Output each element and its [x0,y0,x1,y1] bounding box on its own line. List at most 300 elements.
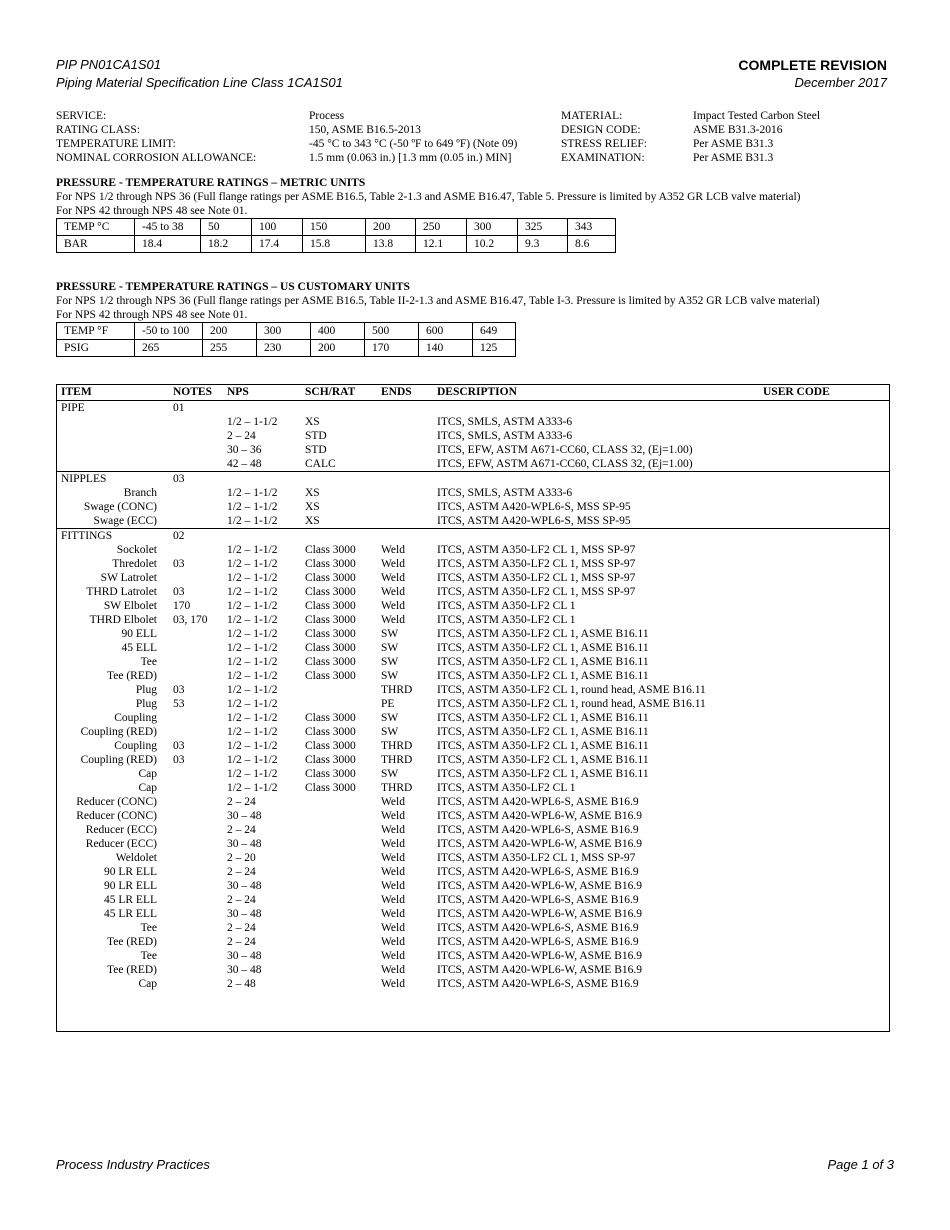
us-ratings-section [56,280,846,357]
row-item: Reducer (ECC) [85,824,157,836]
table-row [57,500,889,514]
rating-cell: 400 [311,323,365,340]
row-ends: THRD [381,740,413,752]
table-row [57,935,889,949]
footer-right: Page 1 of 3 [827,1157,894,1172]
row-notes [161,443,227,457]
row-sch: Class 3000 [305,712,356,724]
metric-ratings-table [56,218,616,253]
row-ends: SW [381,712,399,724]
table-row [57,429,889,443]
row-nps: 1/2 – 1-1/2 [227,586,278,598]
header-left [56,56,343,92]
row-desc: ITCS, ASTM A420-WPL6-S, ASME B16.9 [437,894,639,906]
table-row [57,514,889,528]
rating-cell: 100 [252,219,303,236]
row-nps: 42 – 48 [227,458,262,470]
row-nps: 30 – 48 [227,880,262,892]
row-desc: ITCS, ASTM A350-LF2 CL 1, MSS SP-97 [437,586,636,598]
info-value: ASME B31.3-2016 [693,124,783,136]
table-row [57,557,889,571]
row-user-code [763,725,889,739]
row-item: Tee [140,922,157,934]
row-item: Weldolet [115,852,157,864]
row-nps: 30 – 48 [227,908,262,920]
row-user-code [763,697,889,711]
row-user-code [763,935,889,949]
row-notes [161,641,227,655]
table-row [57,486,889,500]
items-table [56,384,890,1032]
row-user-code [763,543,889,557]
row-item: 45 ELL [121,642,157,654]
item-group-nipples [57,472,889,529]
row-nps: 2 – 24 [227,936,256,948]
row-sch: XS [305,515,320,527]
info-label: EXAMINATION: [561,152,645,164]
row-sch: STD [305,444,327,456]
row-item: Coupling (RED) [80,754,157,766]
table-row [57,963,889,977]
row-item: Tee [140,950,157,962]
us-note-1: For NPS 1/2 through NPS 36 (Full flange ratings per ASME B16.5, Table II-2-1.3 and ASME B16.47, Table I-3. Pressure is limited by A352 GR LCB valve material) [56,295,820,307]
group-name: NIPPLES [61,473,107,485]
row-desc: ITCS, ASTM A350-LF2 CL 1, ASME B16.11 [437,642,649,654]
rating-cell: 200 [311,340,365,357]
table-row [57,457,889,471]
row-ends: SW [381,670,399,682]
rating-cell: 150 [303,219,366,236]
row-item: Tee (RED) [107,670,157,682]
info-label: DESIGN CODE: [561,124,641,136]
row-item: Plug [135,698,157,710]
row-user-code [763,571,889,585]
col-desc-header: DESCRIPTION [437,386,517,398]
row-desc: ITCS, ASTM A350-LF2 CL 1, ASME B16.11 [437,726,649,738]
row-sch [305,683,381,697]
row-ends: SW [381,768,399,780]
row-notes [161,781,227,795]
row-ends: Weld [381,880,405,892]
row-item: Tee (RED) [107,936,157,948]
rating-cell: BAR [57,236,135,253]
row-ends: Weld [381,558,405,570]
row-desc: ITCS, ASTM A350-LF2 CL 1, ASME B16.11 [437,740,649,752]
row-desc: ITCS, ASTM A420-WPL6-W, ASME B16.9 [437,908,643,920]
row-item: Cap [138,782,157,794]
row-item: Cap [138,978,157,990]
row-nps: 1/2 – 1-1/2 [227,782,278,794]
row-user-code [763,683,889,697]
row-sch: Class 3000 [305,670,356,682]
row-nps: 30 – 48 [227,950,262,962]
row-sch: Class 3000 [305,740,356,752]
row-nps: 30 – 48 [227,810,262,822]
rating-cell: 300 [467,219,518,236]
rating-cell: 600 [419,323,473,340]
row-desc: ITCS, ASTM A350-LF2 CL 1, ASME B16.11 [437,768,649,780]
rating-cell: -45 to 38 [135,219,201,236]
row-sch [305,879,381,893]
revision-label: COMPLETE REVISION [738,57,887,73]
row-notes [161,429,227,443]
row-nps: 30 – 36 [227,444,262,456]
row-desc: ITCS, ASTM A350-LF2 CL 1, ASME B16.11 [437,670,649,682]
row-ends: SW [381,656,399,668]
group-name: FITTINGS [61,530,113,542]
row-ends: Weld [381,866,405,878]
rating-cell: 9.3 [518,236,568,253]
table-row [57,443,889,457]
row-user-code [763,669,889,683]
row-notes [161,486,227,500]
rating-cell: 250 [416,219,467,236]
table-row [57,627,889,641]
row-notes [161,921,227,935]
row-notes [161,893,227,907]
table-row [57,753,889,767]
row-ends: Weld [381,544,405,556]
row-notes: 03 [173,684,185,696]
row-nps: 1/2 – 1-1/2 [227,698,278,710]
row-item: 90 ELL [121,628,157,640]
table-row [57,893,889,907]
row-notes [161,415,227,429]
group-name: PIPE [61,402,85,414]
row-notes [161,514,227,528]
row-item: Swage (ECC) [93,515,157,527]
table-row [57,823,889,837]
revision-date: December 2017 [794,75,887,90]
row-item: Thredolet [112,558,157,570]
row-nps: 2 – 24 [227,922,256,934]
row-user-code [763,627,889,641]
row-desc: ITCS, ASTM A420-WPL6-S, ASME B16.9 [437,978,639,990]
col-sch-header: SCH/RAT [305,386,356,398]
row-sch: STD [305,430,327,442]
row-notes: 03 [173,754,185,766]
row-sch [305,963,381,977]
row-ends: Weld [381,852,405,864]
rating-cell: 50 [201,219,252,236]
table-row [57,921,889,935]
rating-cell: 255 [203,340,257,357]
row-user-code [763,599,889,613]
row-sch: XS [305,487,320,499]
us-ratings-table [56,322,516,357]
row-nps: 1/2 – 1-1/2 [227,572,278,584]
row-nps: 1/2 – 1-1/2 [227,656,278,668]
table-row [57,543,889,557]
table-row [57,599,889,613]
table-row [57,739,889,753]
row-nps: 2 – 24 [227,430,256,442]
row-notes [161,865,227,879]
row-item: Reducer (CONC) [76,810,157,822]
rating-cell: 125 [473,340,516,357]
row-sch: XS [305,416,320,428]
row-notes [161,627,227,641]
col-ends-header: ENDS [381,386,412,398]
table-row [57,851,889,865]
rating-cell: TEMP °C [57,219,135,236]
table-row [57,781,889,795]
row-ends: Weld [381,572,405,584]
metric-ratings-section [56,176,846,253]
table-row [57,613,889,627]
table-row [57,767,889,781]
row-user-code [763,865,889,879]
row-notes [161,500,227,514]
row-notes [161,543,227,557]
footer-left: Process Industry Practices [56,1157,210,1172]
info-value: Impact Tested Carbon Steel [693,110,821,122]
row-ends [381,514,437,528]
info-row [56,109,886,123]
item-group-pipe [57,401,889,472]
row-user-code [763,443,889,457]
row-desc: ITCS, ASTM A350-LF2 CL 1 [437,614,576,626]
row-user-code [763,655,889,669]
row-nps: 2 – 48 [227,978,256,990]
info-label: RATING CLASS: [56,124,141,136]
service-info [56,109,886,165]
metric-note-2: For NPS 42 through NPS 48 see Note 01. [56,205,248,217]
row-user-code [763,613,889,627]
row-nps: 1/2 – 1-1/2 [227,544,278,556]
row-ends [381,443,437,457]
row-item: Reducer (ECC) [85,838,157,850]
row-desc: ITCS, ASTM A350-LF2 CL 1, ASME B16.11 [437,628,649,640]
row-sch: Class 3000 [305,586,356,598]
row-ends: Weld [381,824,405,836]
row-notes [161,823,227,837]
us-note-2: For NPS 42 through NPS 48 see Note 01. [56,309,248,321]
row-user-code [763,429,889,443]
rating-cell: 265 [135,340,203,357]
table-row [57,683,889,697]
row-nps: 1/2 – 1-1/2 [227,501,278,513]
row-notes [161,725,227,739]
row-user-code [763,585,889,599]
row-item [57,457,161,471]
group-header-row [57,529,889,543]
col-item-header: ITEM [61,386,92,398]
row-notes: 03, 170 [173,614,208,626]
row-desc: ITCS, ASTM A420-WPL6-S, ASME B16.9 [437,922,639,934]
row-ends [381,486,437,500]
row-item [57,415,161,429]
rating-cell: -50 to 100 [135,323,203,340]
row-desc: ITCS, SMLS, ASTM A333-6 [437,430,573,442]
row-nps: 2 – 24 [227,824,256,836]
row-item [57,443,161,457]
row-item: Swage (CONC) [83,501,157,513]
row-nps: 2 – 20 [227,852,256,864]
row-desc: ITCS, ASTM A350-LF2 CL 1, round head, ASME B16.11 [437,698,706,710]
row-desc: ITCS, ASTM A420-WPL6-W, ASME B16.9 [437,810,643,822]
info-row [56,123,886,137]
info-label: STRESS RELIEF: [561,138,647,150]
row-nps: 1/2 – 1-1/2 [227,628,278,640]
row-ends: Weld [381,978,405,990]
info-value: 150, ASME B16.5-2013 [309,124,421,136]
row-item: SW Latrolet [100,572,157,584]
row-sch: Class 3000 [305,558,356,570]
row-notes [161,669,227,683]
rating-cell: 500 [365,323,419,340]
row-notes [161,711,227,725]
row-user-code [763,809,889,823]
info-row [56,137,886,151]
row-sch [305,697,381,711]
row-item: THRD Elbolet [89,614,157,626]
rating-cell: 17.4 [252,236,303,253]
rating-cell: 18.4 [135,236,201,253]
table-row [57,655,889,669]
row-desc: ITCS, ASTM A420-WPL6-S, MSS SP-95 [437,501,631,513]
row-ends: SW [381,628,399,640]
info-row [56,151,886,165]
row-item: Reducer (CONC) [76,796,157,808]
row-notes [161,977,227,991]
col-notes-header: NOTES [173,386,212,398]
rating-cell: TEMP °F [57,323,135,340]
info-value: -45 °C to 343 °C (-50 ºF to 649 ºF) (Note 09) [309,138,518,150]
info-value: Process [309,110,345,122]
row-nps: 1/2 – 1-1/2 [227,600,278,612]
row-sch: CALC [305,458,336,470]
row-desc: ITCS, ASTM A420-WPL6-S, ASME B16.9 [437,866,639,878]
row-ends: Weld [381,796,405,808]
row-user-code [763,711,889,725]
info-label: SERVICE: [56,110,107,122]
row-ends: PE [381,698,395,710]
info-label: MATERIAL: [561,110,623,122]
row-item: Branch [123,487,157,499]
row-nps: 1/2 – 1-1/2 [227,754,278,766]
row-ends: Weld [381,600,405,612]
row-user-code [763,921,889,935]
row-user-code [763,557,889,571]
row-user-code [763,977,889,991]
row-notes [161,935,227,949]
row-item: Coupling [114,712,157,724]
table-row [57,697,889,711]
row-user-code [763,795,889,809]
row-sch [305,935,381,949]
row-nps: 30 – 48 [227,964,262,976]
group-notes: 02 [173,530,185,542]
row-notes [161,949,227,963]
row-ends: Weld [381,964,405,976]
rating-cell: 140 [419,340,473,357]
row-sch: Class 3000 [305,600,356,612]
row-item: SW Elbolet [103,600,157,612]
table-row [57,977,889,991]
row-desc: ITCS, ASTM A420-WPL6-W, ASME B16.9 [437,950,643,962]
rating-cell: 230 [257,340,311,357]
col-user-header: USER CODE [763,386,830,398]
row-ends: Weld [381,922,405,934]
row-notes [161,809,227,823]
row-item: THRD Latrolet [86,586,157,598]
group-notes: 01 [173,402,185,414]
row-ends: Weld [381,894,405,906]
row-notes: 53 [173,698,185,710]
rating-cell: 13.8 [366,236,416,253]
row-item: Sockolet [116,544,157,556]
row-item [57,429,161,443]
row-sch [305,907,381,921]
header-right [738,56,887,92]
row-nps: 1/2 – 1-1/2 [227,740,278,752]
row-user-code [763,823,889,837]
row-nps: 1/2 – 1-1/2 [227,642,278,654]
row-ends: SW [381,726,399,738]
items-table-header [57,385,889,401]
row-desc: ITCS, ASTM A350-LF2 CL 1 [437,782,576,794]
rating-cell: 18.2 [201,236,252,253]
rating-cell: PSIG [57,340,135,357]
row-ends: Weld [381,586,405,598]
row-notes [161,767,227,781]
row-sch [305,851,381,865]
table-row [57,641,889,655]
row-desc: ITCS, ASTM A420-WPL6-W, ASME B16.9 [437,880,643,892]
row-user-code [763,641,889,655]
row-user-code [763,486,889,500]
row-ends: THRD [381,684,413,696]
rating-cell: 325 [518,219,568,236]
row-ends: Weld [381,838,405,850]
row-sch: Class 3000 [305,656,356,668]
row-desc: ITCS, EFW, ASTM A671-CC60, CLASS 32, (Ej=1.00) [437,458,693,470]
table-row [57,809,889,823]
row-ends: Weld [381,950,405,962]
row-user-code [763,879,889,893]
row-sch [305,795,381,809]
row-ends [381,457,437,471]
rating-cell: 200 [366,219,416,236]
row-notes: 170 [173,600,191,612]
row-desc: ITCS, SMLS, ASTM A333-6 [437,416,573,428]
row-desc: ITCS, ASTM A420-WPL6-W, ASME B16.9 [437,964,643,976]
table-row [57,669,889,683]
row-user-code [763,781,889,795]
row-sch: Class 3000 [305,614,356,626]
table-row [57,725,889,739]
row-nps: 1/2 – 1-1/2 [227,558,278,570]
us-title: PRESSURE - TEMPERATURE RATINGS – US CUSTOMARY UNITS [56,281,410,293]
row-nps: 2 – 24 [227,866,256,878]
table-row [57,571,889,585]
row-sch [305,865,381,879]
row-user-code [763,457,889,471]
row-notes: 03 [173,740,185,752]
row-ends: Weld [381,614,405,626]
rating-cell: 649 [473,323,516,340]
row-item: 45 LR ELL [103,894,157,906]
row-ends: THRD [381,754,413,766]
row-nps: 1/2 – 1-1/2 [227,726,278,738]
row-sch [305,921,381,935]
rating-cell: 200 [203,323,257,340]
row-desc: ITCS, ASTM A420-WPL6-W, ASME B16.9 [437,838,643,850]
row-sch: Class 3000 [305,628,356,640]
row-user-code [763,739,889,753]
row-desc: ITCS, ASTM A420-WPL6-S, MSS SP-95 [437,515,631,527]
